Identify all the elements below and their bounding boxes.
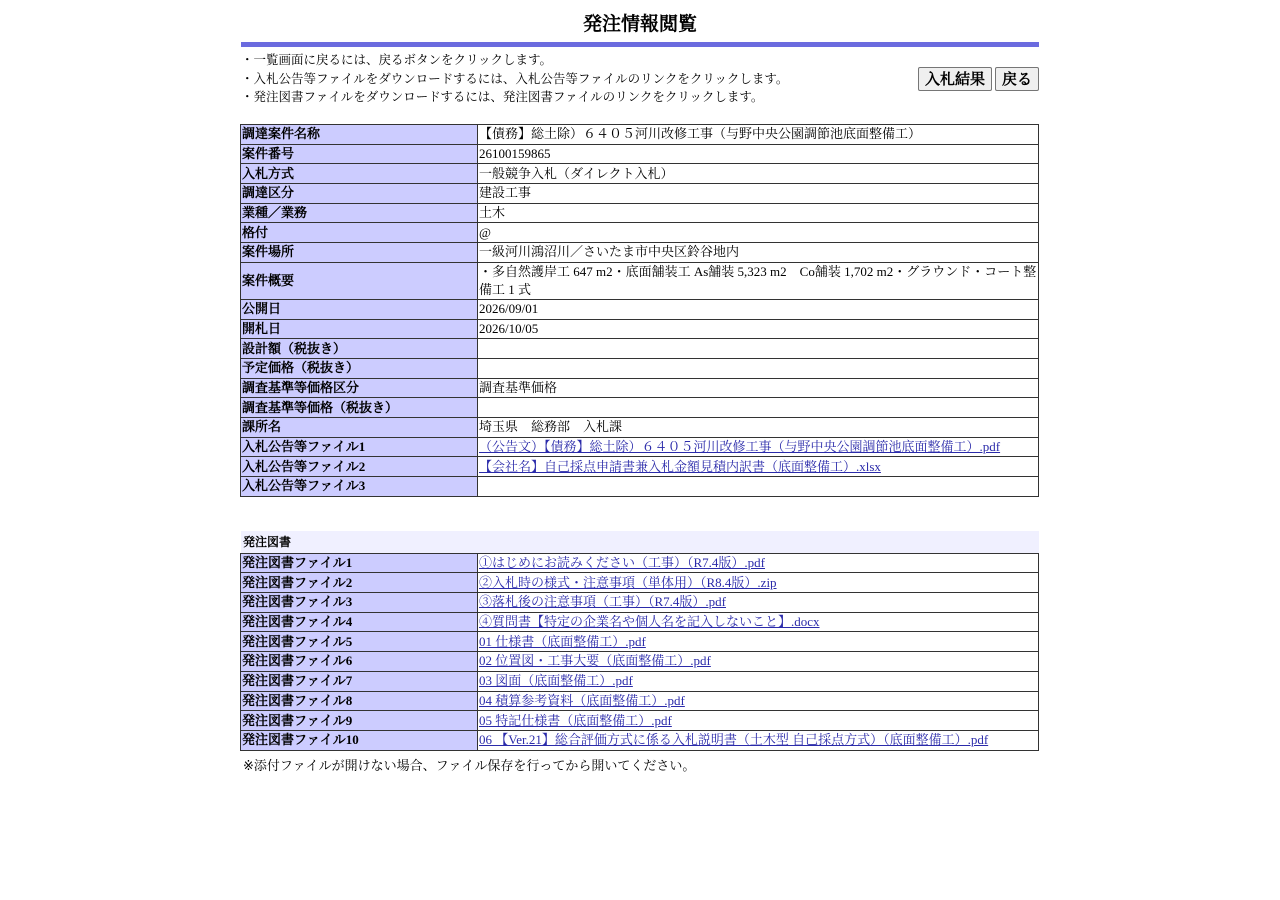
table-row [241,319,1039,339]
table-row [241,711,1039,731]
row-label: 調査基準等価格区分 [241,378,478,398]
order-doc-link-5[interactable]: 01 仕様書（底面整備工）.pdf [479,633,646,649]
row-value: 26100159865 [478,144,1039,164]
order-doc-link-10[interactable]: 06 【Ver.21】総合評価方式に係る入札説明書（土木型 自己採点方式）（底面整備工）.pdf [479,732,989,748]
row-label: 案件概要 [241,262,478,299]
row-label: 発注図書ファイル6 [241,652,478,672]
footer-note: ※添付ファイルが開けない場合、ファイル保存を行ってから開いてください。 [243,758,696,774]
table-row [241,243,1039,263]
row-label: 調査基準等価格（税抜き） [241,398,478,418]
table-row [241,652,1039,672]
table-row [241,671,1039,691]
bid-result-button[interactable]: 入札結果 [918,67,992,91]
order-doc-link-7[interactable]: 03 図面（底面整備工）.pdf [479,673,633,689]
order-doc-link-9[interactable]: 05 特記仕様書（底面整備工）.pdf [479,712,672,728]
table-row [241,691,1039,711]
order-doc-link-8[interactable]: 04 積算参考資料（底面整備工）.pdf [479,692,685,708]
row-value: 調査基準価格 [478,378,1039,398]
table-row [241,553,1039,573]
row-label: 調達区分 [241,184,478,204]
row-label: 入札方式 [241,164,478,184]
back-button[interactable]: 戻る [995,67,1039,91]
row-value [478,652,1039,672]
row-value [478,671,1039,691]
table-row [241,437,1039,457]
row-label: 発注図書ファイル9 [241,711,478,731]
table-row [241,573,1039,593]
table-row [241,223,1039,243]
order-docs-table [240,553,1039,751]
row-value [478,339,1039,359]
row-value: 一級河川鴻沼川／さいたま市中央区鈴谷地内 [478,243,1039,263]
section-spacer [241,497,1039,531]
row-value [478,477,1039,497]
row-value: 2026/09/01 [478,299,1039,319]
table-row [241,299,1039,319]
order-doc-link-3[interactable]: ③落札後の注意事項（工事）（R7.4版）.pdf [479,594,727,610]
table-row [241,730,1039,750]
row-value [478,730,1039,750]
row-label: 発注図書ファイル5 [241,632,478,652]
page-container [241,0,1039,774]
row-value: @ [478,223,1039,243]
table-row [241,417,1039,437]
table-row [241,125,1039,145]
row-value: 土木 [478,203,1039,223]
order-doc-link-2[interactable]: ②入札時の様式・注意事項（単体用）（R8.4版）.zip [479,574,777,590]
row-label: 開札日 [241,319,478,339]
page-title: 発注情報閲覧 [582,13,697,35]
row-label: 予定価格（税抜き） [241,358,478,378]
row-label: 発注図書ファイル4 [241,612,478,632]
row-value: 2026/10/05 [478,319,1039,339]
row-value: 建設工事 [478,184,1039,204]
row-label: 発注図書ファイル7 [241,671,478,691]
instructions-area [241,47,1039,124]
table-row [241,358,1039,378]
row-label: 案件番号 [241,144,478,164]
instruction-back: ・一覧画面に戻るには、戻るボタンをクリックします。 [241,52,553,67]
notice-file-link-2[interactable]: 【会社名】自己採点申請書兼入札金額見積内訳書（底面整備工）.xlsx [479,458,881,474]
row-value: 一般競争入札（ダイレクト入札） [478,164,1039,184]
row-value: 埼玉県 総務部 入札課 [478,417,1039,437]
table-row [241,457,1039,477]
table-row [241,378,1039,398]
table-row [241,164,1039,184]
table-row [241,632,1039,652]
row-value [478,358,1039,378]
row-value [478,711,1039,731]
row-label: 発注図書ファイル3 [241,593,478,613]
order-doc-link-4[interactable]: ④質問書【特定の企業名や個人名を記入しないこと】.docx [479,614,820,630]
table-row [241,203,1039,223]
row-value [478,437,1039,457]
row-value [478,691,1039,711]
order-doc-link-6[interactable]: 02 位置図・工事大要（底面整備工）.pdf [479,653,711,669]
row-value: ・多自然護岸工 647 m2・底面舗装工 As舗装 5,323 m2 Co舗装 1,702 m2・グラウンド・コート整備工 1 式 [478,262,1039,299]
row-label: 発注図書ファイル2 [241,573,478,593]
row-value [478,573,1039,593]
row-value [478,457,1039,477]
order-doc-link-1[interactable]: ①はじめにお読みください（工事）（R7.4版）.pdf [479,555,766,571]
order-docs-section-title: 発注図書 [241,531,1039,553]
row-label: 発注図書ファイル1 [241,553,478,573]
table-row [241,339,1039,359]
instruction-notice-download: ・入札公告等ファイルをダウンロードするには、入札公告等ファイルのリンクをクリックします。 [241,70,789,86]
action-buttons [918,67,1039,91]
table-row [241,612,1039,632]
row-label: 発注図書ファイル8 [241,691,478,711]
notice-file-link-1[interactable]: （公告文）【債務】総土除）６４０５河川改修工事（与野中央公園調節池底面整備工）.pdf [479,438,1001,454]
row-value [478,632,1039,652]
table-row [241,593,1039,613]
row-label: 設計額（税抜き） [241,339,478,359]
row-value: 【債務】総土除）６４０５河川改修工事（与野中央公園調節池底面整備工） [478,125,1039,145]
row-value [478,612,1039,632]
table-row [241,144,1039,164]
table-row [241,398,1039,418]
row-value [478,553,1039,573]
row-label: 入札公告等ファイル1 [241,437,478,457]
row-label: 案件場所 [241,243,478,263]
row-label: 課所名 [241,417,478,437]
row-label: 入札公告等ファイル3 [241,477,478,497]
table-row [241,477,1039,497]
instruction-docs-download: ・発注図書ファイルをダウンロードするには、発注図書ファイルのリンクをクリックします。 [241,89,764,104]
row-label: 公開日 [241,299,478,319]
row-label: 業種／業務 [241,203,478,223]
row-label: 入札公告等ファイル2 [241,457,478,477]
case-details-table [240,124,1039,497]
row-value [478,593,1039,613]
table-row [241,262,1039,299]
row-value [478,398,1039,418]
row-label: 格付 [241,223,478,243]
row-label: 調達案件名称 [241,125,478,145]
row-label: 発注図書ファイル10 [241,730,478,750]
table-row [241,184,1039,204]
